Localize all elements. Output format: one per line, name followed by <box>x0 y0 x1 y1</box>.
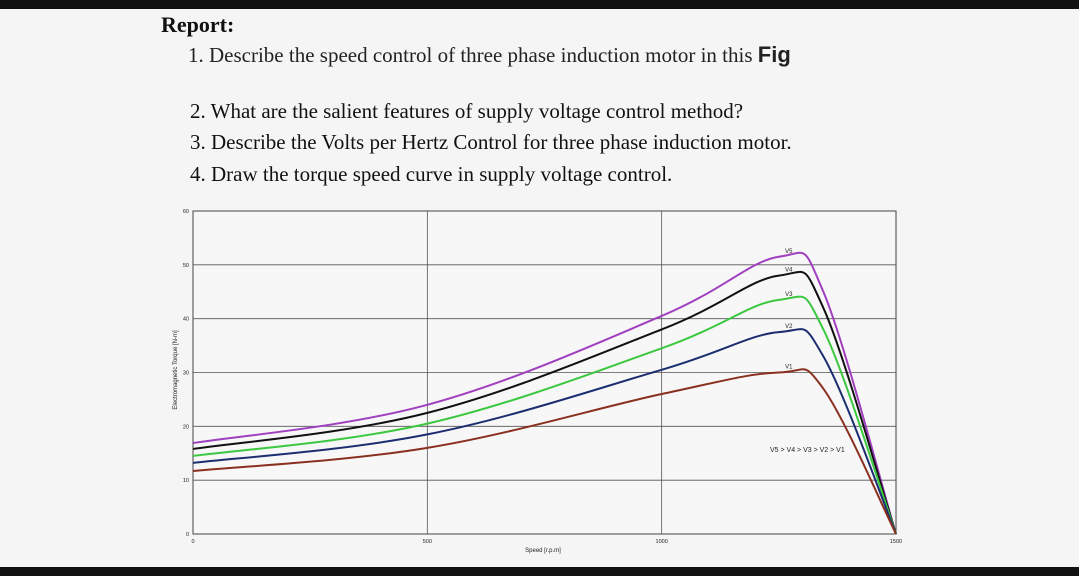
grid <box>193 211 896 534</box>
series-label-v4: V4 <box>785 267 793 274</box>
series-label-v1: V1 <box>785 364 793 371</box>
question-4-number: 4. <box>190 162 206 186</box>
question-3-number: 3. <box>190 130 206 154</box>
series-label-v2: V2 <box>785 324 793 331</box>
y-tick-label: 40 <box>182 316 189 323</box>
question-2-number: 2. <box>190 99 206 123</box>
y-tick-label: 0 <box>185 532 189 538</box>
y-tick-label: 30 <box>182 370 189 377</box>
question-3-text: Describe the Volts per Hertz Control for three phase induction motor. <box>211 130 792 154</box>
x-tick-label: 1500 <box>889 539 903 545</box>
y-tick-label: 60 <box>182 209 189 215</box>
report-heading: Report: <box>161 12 235 37</box>
x-tick-label: 500 <box>422 539 432 545</box>
y-tick-label: 50 <box>182 262 189 269</box>
chart-annotation: V5 > V4 > V3 > V2 > V1 <box>770 447 845 454</box>
y-tick-label: 20 <box>182 424 189 431</box>
x-axis-label: Speed [r.p.m] <box>525 548 561 554</box>
question-2-text: What are the salient features of supply voltage control method? <box>210 99 744 123</box>
question-1-fig: Fig <box>757 42 791 67</box>
y-axis-label: Electromagnetic Torque [N-m] <box>173 330 179 410</box>
question-1-number: 1. <box>188 43 204 67</box>
question-1-text: Describe the speed control of three phase induction motor in this <box>209 43 758 67</box>
x-tick-label: 0 <box>191 539 195 545</box>
x-tick-label: 1000 <box>655 539 668 545</box>
bottom-bar <box>0 567 1079 576</box>
question-4-text: Draw the torque speed curve in supply voltage control. <box>211 162 673 186</box>
series-label-v3: V3 <box>785 291 793 298</box>
series-label-v5: V5 <box>785 248 793 255</box>
y-tick-label: 10 <box>182 478 189 485</box>
